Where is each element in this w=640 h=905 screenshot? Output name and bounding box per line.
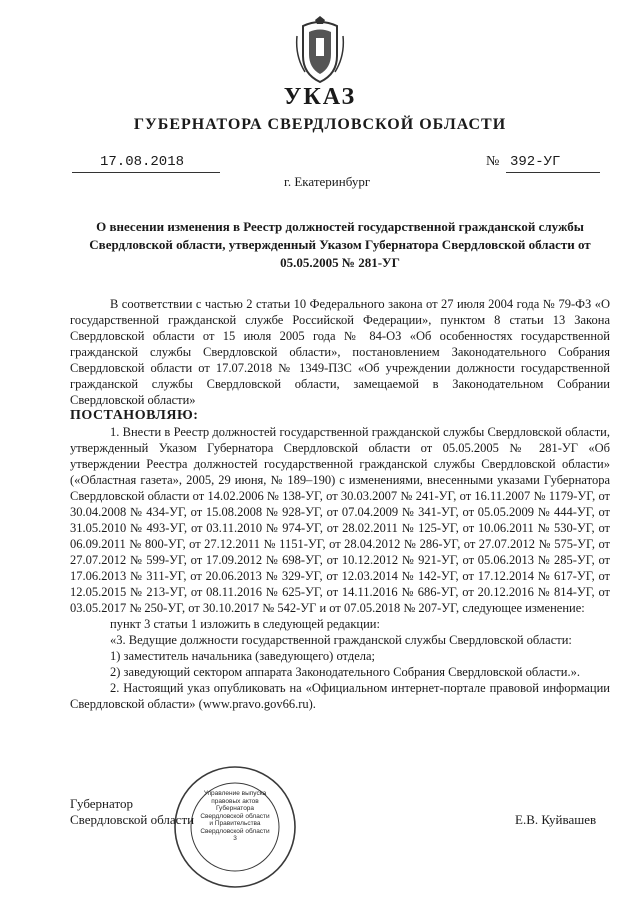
quote-paragraph: «3. Ведущие должности государственной гражданской службы Свердловской области: — [110, 633, 572, 647]
preamble-paragraph: В соответствии с частью 2 статьи 10 Федерального закона от 27 июля 2004 года № 79-ФЗ «О государственной гражданской службе Российской Федерации», пунктом 8 статьи 13 Закона Свердловской области от 15 июля 2005 года № 84-ОЗ «Об особенностях государственной гражданской службы Свердловской области», постановлением Законодательного Собрания Свердловской области от 17.07.2018 № 1349-ПЗС «Об учреждении должности государственной гражданской службы Свердловской области, замещаемой в Законодательном Собрании Свердловской области» — [70, 297, 610, 407]
date-underline — [72, 172, 220, 173]
document-date: 17.08.2018 — [100, 154, 185, 170]
document-body — [70, 296, 610, 712]
item-1-paragraph: 1. Внести в Реестр должностей государственной гражданской службы Свердловской области, утвержденный Указом Губернатора Свердловской области от 05.05.2005 № 281-УГ «Об утверждении Реестра должностей государственной гражданской службы Свердловской области» («Областная газета», 2005, 29 июня, № 189–190) с изменениями, внесенными указами Губернатора Свердловской области от 14.02.2006 № 138-УГ, от 30.03.2007 № 241-УГ, от 16.11.2007 № 1179-УГ, от 30.04.2008 № 434-УГ, от 15.08.2008 № 928-УГ, от 07.04.2009 № 341-УГ, от 05.05.2009 № 444-УГ, от 31.05.2010 № 493-УГ, от 03.11.2010 № 974-УГ, от 28.02.2011 № 125-УГ, от 10.06.2011 № 530-УГ, от 06.09.2011 № 800-УГ, от 27.12.2011 № 1151-УГ, от 28.04.2012 № 286-УГ, от 27.07.2012 № 575-УГ, от 27.07.2012 № 599-УГ, от 17.09.2012 № 698-УГ, от 10.12.2012 № 921-УГ, от 05.06.2013 № 285-УГ, от 17.06.2013 № 311-УГ, от 20.06.2013 № 329-УГ, от 12.03.2014 № 142-УГ, от 17.12.2014 № 617-УГ, от 12.05.2015 № 213-УГ, от 08.11.2016 № 625-УГ, от 14.11.2016 № 686-УГ, от 20.12.2016 № 814-УГ, от 03.05.2017 № 250-УГ, от 30.10.2017 № 542-УГ и от 07.05.2018 № 207-УГ, следующее изменение: — [70, 425, 610, 615]
stamp-number: 3 — [233, 835, 237, 842]
document-number: 392-УГ — [510, 154, 561, 170]
coat-of-arms-emblem-icon — [295, 16, 345, 86]
number-underline — [506, 172, 600, 173]
quote-item-1: 1) заместитель начальника (заведующего) отдела; — [110, 649, 376, 663]
number-label: № — [486, 154, 500, 169]
document-issuer: ГУБЕРНАТОРА СВЕРДЛОВСКОЙ ОБЛАСТИ — [133, 116, 507, 133]
signatory-name: Е.В. Куйвашев — [515, 812, 597, 827]
stamp-inner-text: Управление выпуска правовых актов Губернатора Свердловской области и Правительства Свердловской области 3 — [200, 790, 270, 842]
signatory-role-line2: Свердловской области — [70, 812, 195, 827]
document-city: г. Екатеринбург — [284, 174, 371, 189]
document-heading: О внесении изменения в Реестр должностей государственной гражданской службы Свердловской области, утвержденный Указом Губернатора Свердловской области от 05.05.2005 № 281-УГ — [89, 219, 591, 270]
decree-word: ПОСТАНОВЛЯЮ: — [70, 408, 199, 423]
signatory-role-line1: Губернатор — [70, 796, 133, 811]
item-1-sub-paragraph: пункт 3 статьи 1 изложить в следующей редакции: — [110, 617, 380, 631]
document-title: УКАЗ — [283, 84, 357, 110]
item-2-paragraph: 2. Настоящий указ опубликовать на «Официальном интернет-портале правовой информации Свердловской области» (www.pravo.gov66.ru). — [70, 681, 610, 711]
quote-item-2: 2) заведующий сектором аппарата Законодательного Собрания Свердловской области.». — [110, 665, 580, 679]
